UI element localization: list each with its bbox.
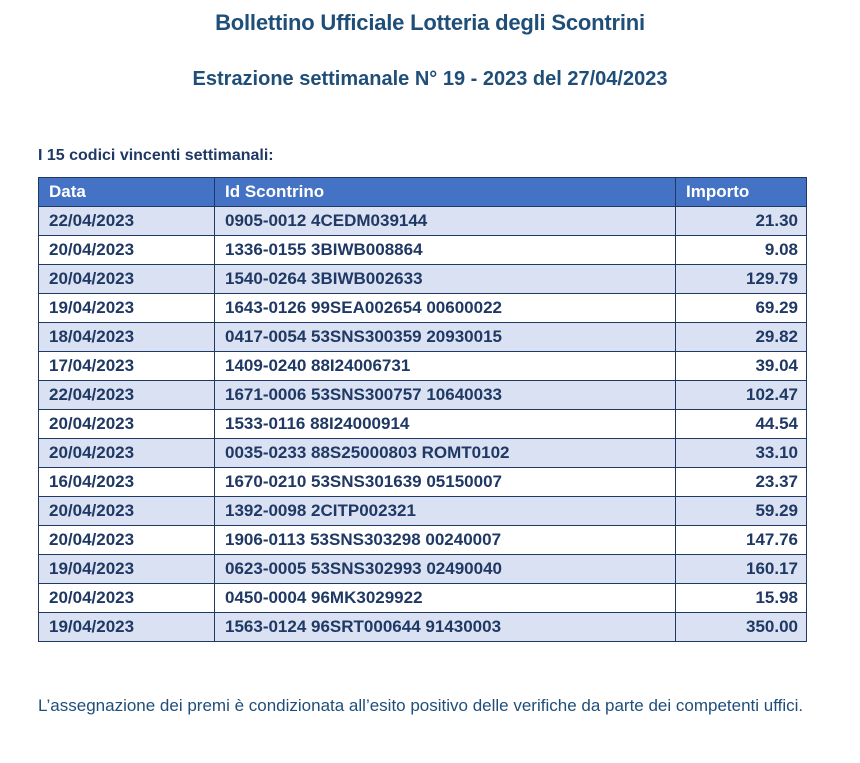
section-label: I 15 codici vincenti settimanali:	[38, 147, 274, 164]
cell-receipt-id: 0450-0004 96MK3029922	[215, 584, 676, 613]
winning-codes-table	[38, 177, 807, 642]
cell-date: 20/04/2023	[39, 410, 215, 439]
table-row	[39, 497, 807, 526]
table-row	[39, 613, 807, 642]
cell-receipt-id: 1336-0155 3BIWB008864	[215, 236, 676, 265]
cell-amount: 44.54	[676, 410, 807, 439]
table-row	[39, 468, 807, 497]
table-row	[39, 439, 807, 468]
table-header-row	[39, 178, 807, 207]
cell-amount: 69.29	[676, 294, 807, 323]
cell-receipt-id: 0623-0005 53SNS302993 02490040	[215, 555, 676, 584]
cell-date: 20/04/2023	[39, 265, 215, 294]
table-row	[39, 410, 807, 439]
cell-amount: 9.08	[676, 236, 807, 265]
table-body	[39, 207, 807, 642]
cell-date: 20/04/2023	[39, 236, 215, 265]
cell-date: 20/04/2023	[39, 497, 215, 526]
page-title: Bollettino Ufficiale Lotteria degli Scontrini	[215, 10, 645, 35]
cell-date: 20/04/2023	[39, 439, 215, 468]
cell-receipt-id: 1533-0116 88I24000914	[215, 410, 676, 439]
table-row	[39, 236, 807, 265]
cell-receipt-id: 1409-0240 88I24006731	[215, 352, 676, 381]
cell-receipt-id: 0905-0012 4CEDM039144	[215, 207, 676, 236]
table-row	[39, 323, 807, 352]
cell-date: 16/04/2023	[39, 468, 215, 497]
cell-receipt-id: 1540-0264 3BIWB002633	[215, 265, 676, 294]
column-header-id: Id Scontrino	[215, 178, 676, 207]
cell-receipt-id: 1392-0098 2CITP002321	[215, 497, 676, 526]
table-row	[39, 584, 807, 613]
page-subtitle: Estrazione settimanale N° 19 - 2023 del 27/04/2023	[192, 68, 668, 90]
cell-amount: 350.00	[676, 613, 807, 642]
cell-amount: 160.17	[676, 555, 807, 584]
cell-receipt-id: 1671-0006 53SNS300757 10640033	[215, 381, 676, 410]
cell-receipt-id: 1643-0126 99SEA002654 00600022	[215, 294, 676, 323]
cell-receipt-id: 0035-0233 88S25000803 ROMT0102	[215, 439, 676, 468]
cell-amount: 33.10	[676, 439, 807, 468]
cell-amount: 23.37	[676, 468, 807, 497]
cell-date: 22/04/2023	[39, 207, 215, 236]
cell-date: 19/04/2023	[39, 613, 215, 642]
cell-date: 18/04/2023	[39, 323, 215, 352]
table-row	[39, 352, 807, 381]
table-row	[39, 381, 807, 410]
cell-date: 17/04/2023	[39, 352, 215, 381]
footer-note: L’assegnazione dei premi è condizionata all’esito positivo delle verifiche da parte dei competenti uffici.	[38, 696, 804, 715]
cell-amount: 59.29	[676, 497, 807, 526]
table-row	[39, 555, 807, 584]
table-row	[39, 207, 807, 236]
cell-receipt-id: 1906-0113 53SNS303298 00240007	[215, 526, 676, 555]
cell-amount: 129.79	[676, 265, 807, 294]
cell-date: 22/04/2023	[39, 381, 215, 410]
column-header-amount: Importo	[676, 178, 807, 207]
cell-receipt-id: 0417-0054 53SNS300359 20930015	[215, 323, 676, 352]
cell-amount: 15.98	[676, 584, 807, 613]
cell-amount: 39.04	[676, 352, 807, 381]
cell-receipt-id: 1563-0124 96SRT000644 91430003	[215, 613, 676, 642]
cell-amount: 29.82	[676, 323, 807, 352]
table-row	[39, 265, 807, 294]
table-row	[39, 526, 807, 555]
cell-date: 19/04/2023	[39, 294, 215, 323]
cell-amount: 102.47	[676, 381, 807, 410]
cell-date: 20/04/2023	[39, 526, 215, 555]
cell-amount: 21.30	[676, 207, 807, 236]
cell-amount: 147.76	[676, 526, 807, 555]
table-row	[39, 294, 807, 323]
cell-date: 20/04/2023	[39, 584, 215, 613]
cell-receipt-id: 1670-0210 53SNS301639 05150007	[215, 468, 676, 497]
cell-date: 19/04/2023	[39, 555, 215, 584]
column-header-date: Data	[39, 178, 215, 207]
